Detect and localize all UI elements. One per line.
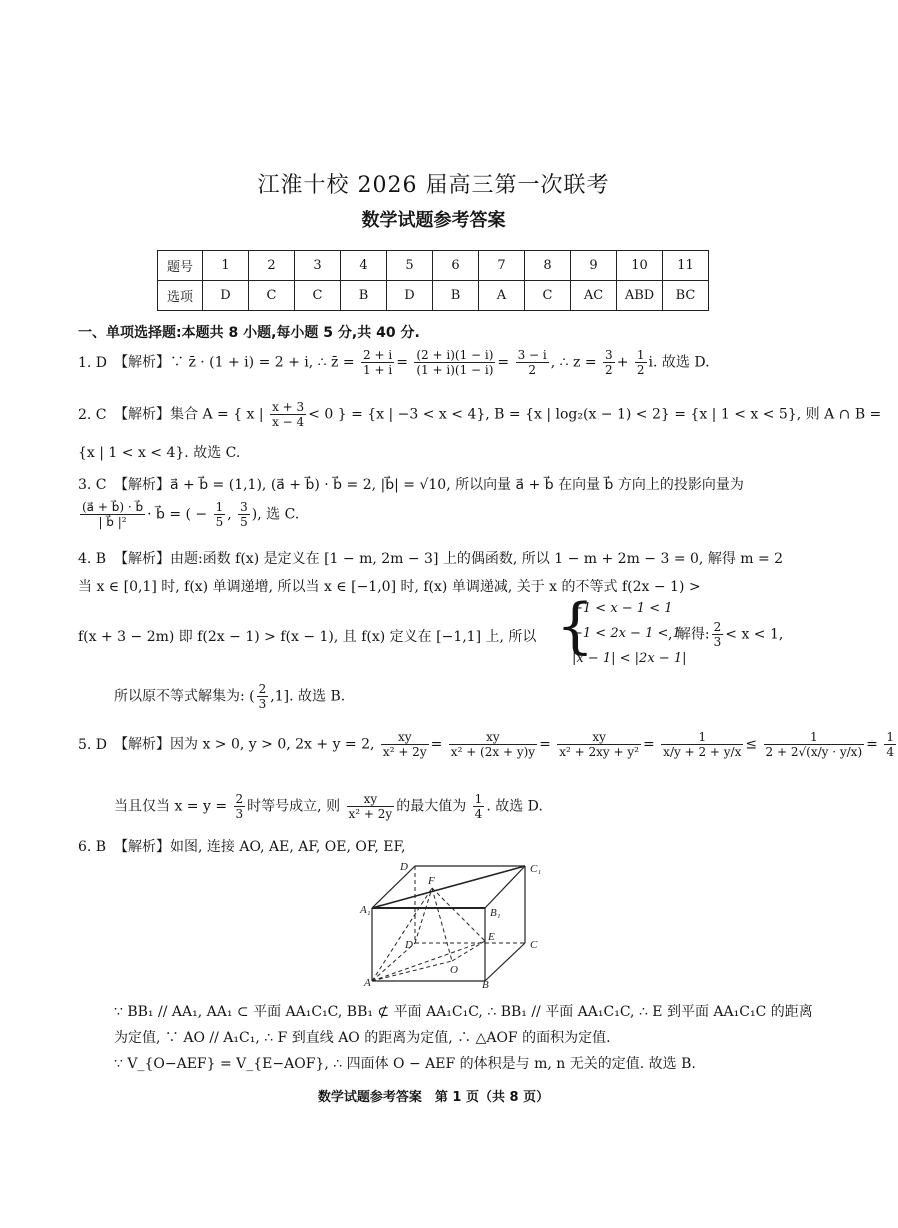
page-footer: 数学试题参考答案 第 1 页（共 8 页） <box>317 1090 550 1105</box>
table-cell: ABD <box>617 281 663 311</box>
question-6-line-3 <box>114 1027 611 1047</box>
table-cell: 7 <box>479 251 525 281</box>
denominator: 3 <box>258 697 267 711</box>
denominator: 2 + 2√(x/y · y/x) <box>765 745 863 759</box>
question-5: 5. D 【解析】因为 x > 0, y > 0, 2x + y = 2, $\frac{xy}{\text{x² + 2y}}$ = $\frac{xy}{\text{x² + (2x + y)y}}$ = $\frac{xy}{\text{x² + 2xy + y²}}$ = $\frac{1}{x/y + 2 + y/x}$ ≤ $\frac{1}{2 + 2√(x/y \cdot y/x)}$ = $\frac{1}{4}$ <box>78 730 894 759</box>
table-row <box>158 251 709 281</box>
diagonal <box>372 866 525 908</box>
question-4 <box>78 548 783 568</box>
document-subtitle: 数学试题参考答案 <box>361 210 506 231</box>
question-6-line-4 <box>114 1053 696 1073</box>
fraction <box>603 348 615 377</box>
leq-sign: ≤ <box>745 736 758 753</box>
numerator: 1 <box>810 730 818 744</box>
numerator: xy <box>486 730 500 744</box>
denominator: 3 <box>713 635 722 649</box>
table-cell: 5 <box>387 251 433 281</box>
fraction <box>361 348 394 377</box>
section-heading: 一、单项选择题:本题共 8 小题,每小题 5 分,共 40 分. <box>78 325 420 341</box>
fraction <box>214 500 226 529</box>
question-number: 4. B <box>78 551 107 567</box>
solution-text: 所以原不等式解集为: ( <box>114 688 255 705</box>
vertex-label: B <box>482 979 489 991</box>
equals-sign: = <box>396 354 408 371</box>
system-brace: { <box>556 591 595 661</box>
question-number: 3. C <box>78 477 107 493</box>
exam-title: 江淮十校 2026 届高三第一次联考 <box>257 173 610 198</box>
fraction <box>473 792 485 821</box>
numerator: 1 <box>698 730 707 744</box>
fraction <box>234 792 246 821</box>
cuboid-figure <box>360 858 550 991</box>
solution-text: 【解析】∵ z̄ · (1 + i) = 2 + i, ∴ z̄ = <box>114 354 355 371</box>
fraction <box>347 792 395 821</box>
table-cell: 3 <box>295 251 341 281</box>
answer-table <box>157 250 709 311</box>
vertex-label: D <box>400 861 408 873</box>
question-4-solution <box>668 620 783 649</box>
fraction <box>381 730 429 759</box>
table-row <box>158 281 709 311</box>
segment-ae <box>372 941 485 981</box>
solution-text: 【解析】由题:函数 f(x) 是定义在 [1 − m, 2m − 3] 上的偶函数, 所以 1 − m + 2m − 3 = 0, 解得 m = 2 <box>114 551 784 567</box>
edge <box>485 943 525 981</box>
denominator: x² + 2y <box>348 807 393 821</box>
question-number: 5. D <box>78 736 108 753</box>
fraction <box>414 348 495 377</box>
table-cell: 9 <box>571 251 617 281</box>
numerator: 3 <box>605 348 613 362</box>
comma: , <box>227 506 232 523</box>
numerator: 3 <box>240 500 248 514</box>
denominator: 4 <box>886 745 894 759</box>
question-2-continued <box>78 442 240 462</box>
solution-text: ∵ BB₁ // AA₁, AA₁ ⊂ 平面 AA₁C₁C, BB₁ ⊄ 平面 AA₁C₁C, ∴ BB₁ // 平面 AA₁C₁C, ∴ E 到平面 AA₁C₁C 的距离 <box>114 1004 813 1020</box>
denominator: 2 <box>605 363 613 377</box>
numerator: xy <box>397 730 412 744</box>
numerator: 1 <box>474 792 483 806</box>
solution-text: · b⃗ = ( − <box>147 506 208 523</box>
table-cell: D <box>203 281 249 311</box>
solution-text: 的最大值为 <box>396 798 467 815</box>
solution-text: ∵ V_{O−AEF} = V_{E−AOF}, ∴ 四面体 O − AEF 的体积是与 m, n 无关的定值. 故选 B. <box>114 1056 696 1072</box>
solution-text: . 故选 D. <box>486 798 543 815</box>
table-cell: 2 <box>249 251 295 281</box>
solution-text: < 0 } = {x | −3 < x < 4}, B = {x | log₂(x − 1) < 2} = {x | 1 < x < 5}, 则 A ∩ B = <box>308 406 882 423</box>
solution-text: , ∴ z = <box>550 354 597 371</box>
numerator: 1 <box>636 348 645 362</box>
segment-oe <box>452 941 485 961</box>
solution-text: 【解析】因为 x > 0, y > 0, 2x + y = 2, <box>114 736 375 753</box>
fraction <box>557 730 641 759</box>
fraction <box>635 348 647 377</box>
solution-text: 为定值, ∵ AO // A₁C₁, ∴ F 到直线 AO 的距离为定值, ∴ △AOF 的面积为定值. <box>114 1030 611 1046</box>
vertex-label: A <box>364 977 371 989</box>
question-3 <box>78 474 744 494</box>
table-cell: BC <box>663 281 709 311</box>
denominator: 3 <box>235 807 244 821</box>
segment-fe <box>432 888 485 941</box>
question-6 <box>78 836 406 856</box>
fraction <box>449 730 537 759</box>
numerator: 2 <box>713 620 722 634</box>
denominator: x² + 2y <box>382 745 427 759</box>
solution-text: 【解析】集合 A = { x | <box>114 406 264 423</box>
vertex-label: C <box>530 939 538 951</box>
system-row: |x − 1| < |2x − 1| <box>572 651 687 666</box>
table-cell: 8 <box>525 251 571 281</box>
vertex-label: A₁ <box>360 904 371 916</box>
vertex-label: E <box>488 931 495 943</box>
fraction <box>257 682 269 711</box>
denominator: x − 4 <box>272 415 305 429</box>
fraction <box>884 730 896 759</box>
denominator: 2 <box>516 362 549 377</box>
numerator: 1 <box>215 500 224 514</box>
solution-text: , 解得: <box>668 626 710 643</box>
numerator: x + 3 <box>272 400 305 414</box>
table-cell: 1 <box>203 251 249 281</box>
solution-text: f(x + 3 − 2m) 即 f(2x − 1) > f(x − 1), 且 f(x) 定义在 [−1,1] 上, 所以 <box>78 629 537 645</box>
vertex-label: B₁ <box>490 907 501 919</box>
numerator: 2 + i <box>363 348 393 362</box>
table-cell: C <box>525 281 571 311</box>
numerator: xy <box>363 792 378 806</box>
table-cell: 6 <box>433 251 479 281</box>
question-number: 1. D <box>78 354 108 371</box>
solution-text: {x | 1 < x < 4}. 故选 C. <box>78 445 241 461</box>
row-label-answer: 选项 <box>158 281 203 311</box>
solution-text: i. 故选 D. <box>648 354 710 371</box>
vertex-label: C₁ <box>530 863 542 875</box>
denominator: 1 + i <box>363 363 393 377</box>
table-cell: 4 <box>341 251 387 281</box>
table-cell: D <box>387 281 433 311</box>
solution-text: 时等号成立, 则 <box>247 798 341 815</box>
segment-af <box>372 888 432 981</box>
denominator: x² + 2xy + y² <box>559 745 639 759</box>
question-4-line-4 <box>114 682 345 711</box>
table-cell: C <box>249 281 295 311</box>
solution-text: 当 x ∈ [0,1] 时, f(x) 单调递增, 所以当 x ∈ [−1,0] 时, f(x) 单调递减, 关于 x 的不等式 f(2x − 1) > <box>78 579 701 595</box>
table-cell: B <box>341 281 387 311</box>
denominator: 5 <box>240 515 248 529</box>
numerator: 1 <box>886 730 894 744</box>
denominator: 5 <box>215 515 224 529</box>
denominator: x/y + 2 + y/x <box>663 745 742 759</box>
segment-fo <box>432 888 452 961</box>
numerator: (a⃗ + b⃗) · b⃗ <box>82 500 144 514</box>
numerator: 2 <box>258 682 267 696</box>
fraction <box>712 620 724 649</box>
fraction <box>80 500 145 529</box>
question-2 <box>78 400 881 429</box>
numerator: 3 − i <box>517 348 547 362</box>
table-cell: B <box>433 281 479 311</box>
solution-text: 当且仅当 x = y = <box>114 798 228 815</box>
row-label-number: 题号 <box>158 251 203 281</box>
fraction <box>516 348 549 377</box>
question-6-line-2 <box>114 1001 813 1021</box>
question-number: 6. B <box>78 839 107 855</box>
question-4-line-3 <box>78 626 536 646</box>
fraction <box>764 730 865 759</box>
solution-text: 【解析】如图, 连接 AO, AE, AF, OE, OF, EF, <box>114 839 406 855</box>
denominator: 2 <box>636 363 645 377</box>
fraction <box>661 730 743 759</box>
denominator: x² + (2x + y)y <box>450 745 536 759</box>
fraction <box>238 500 250 529</box>
system-row: −1 < 2x − 1 < 1 <box>572 626 681 641</box>
plus-sign: + <box>616 354 629 371</box>
numerator: 2 <box>235 792 244 806</box>
numerator: xy <box>592 730 606 744</box>
vertex-label: D <box>405 939 413 951</box>
solution-text: ), 选 C. <box>251 506 300 523</box>
solution-text: < x < 1, <box>725 626 784 643</box>
table-cell: AC <box>571 281 617 311</box>
question-number: 2. C <box>78 406 107 423</box>
vertex-label: O <box>450 964 458 976</box>
table-cell: C <box>295 281 341 311</box>
numerator: (2 + i)(1 − i) <box>416 348 494 362</box>
table-cell: A <box>479 281 525 311</box>
vertex-label: F <box>428 875 435 887</box>
question-1 <box>78 348 710 377</box>
fraction <box>270 400 306 429</box>
table-cell: 11 <box>663 251 709 281</box>
denominator: 4 <box>474 807 483 821</box>
question-5-line-2 <box>114 792 543 821</box>
solution-text: 【解析】a⃗ + b⃗ = (1,1), (a⃗ + b⃗) · b⃗ = 2, |b⃗| = √10, 所以向量 a⃗ + b⃗ 在向量 b⃗ 方向上的投影向量为 <box>114 477 744 493</box>
denominator: | b⃗ |² <box>80 514 145 529</box>
denominator: (1 + i)(1 − i) <box>416 363 494 377</box>
equals-sign: = <box>497 354 510 371</box>
question-3-continued <box>78 500 299 529</box>
table-cell: 10 <box>617 251 663 281</box>
system-row: −1 < x − 1 < 1 <box>572 601 673 616</box>
question-4-line-2 <box>78 576 701 596</box>
solution-text: ,1]. 故选 B. <box>270 688 346 705</box>
